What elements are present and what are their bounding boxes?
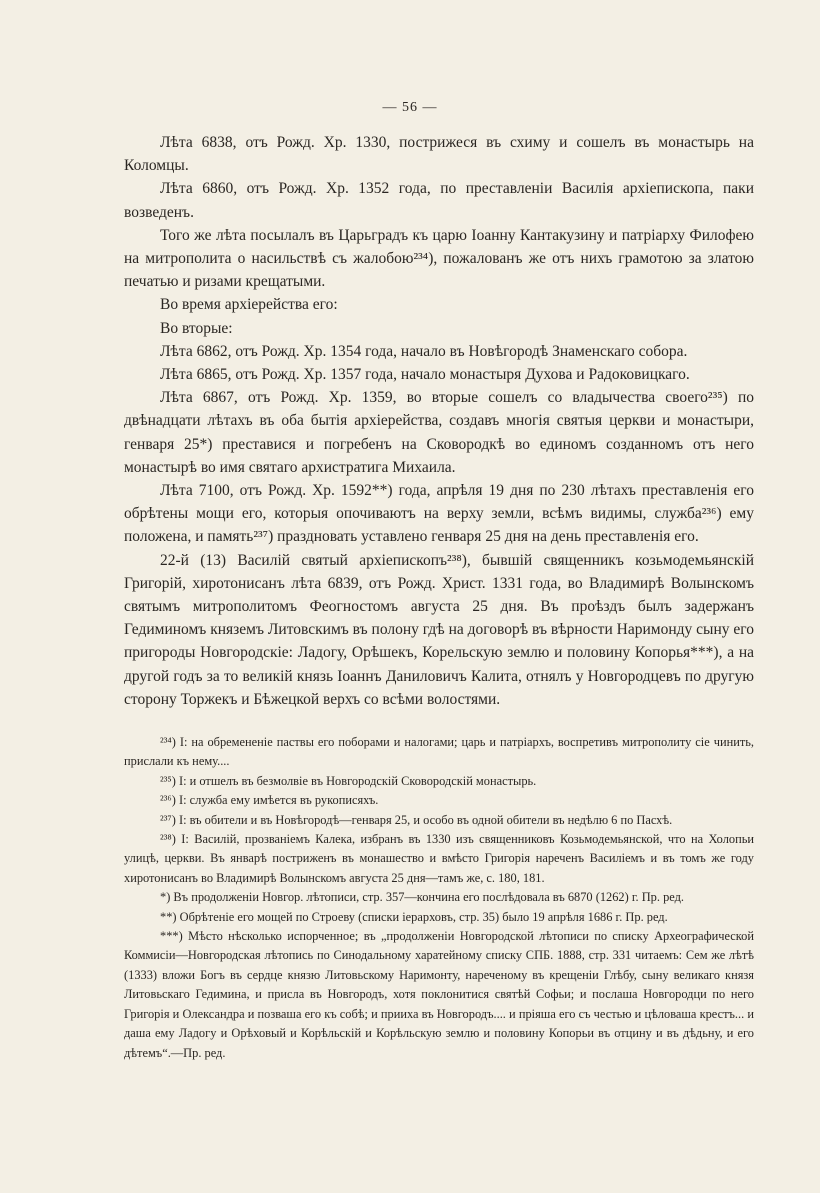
footnote: ²³⁶) I: служба ему имѣется въ рукописяхъ. xyxy=(160,793,379,808)
editor-note: **) Обрѣтеніе его мощей по Строеву (списки іерарховъ, стр. 35) было 19 апрѣля 1686 г. Пр. ред. xyxy=(160,909,668,924)
paragraph: Лѣта 7100, отъ Рожд. Хр. 1592**) года, апрѣля 19 дня по 230 лѣтахъ преставленія его обрѣтены мощи его, которыя опочиваютъ на верху земли, всѣмъ видимы, служба²³⁶) ему положена, и память²³⁷) праздновать уставлено генваря 25 дня на день преставленія его. xyxy=(124,482,754,546)
paragraph: Лѣта 6838, отъ Рожд. Хр. 1330, пострижеся въ схиму и сошелъ въ монастырь на Коломцы. xyxy=(124,134,754,175)
paragraph: Во время архіерейства его: xyxy=(160,296,338,314)
paragraph: 22-й (13) Василій святый архіепископъ²³⁸), бывшій священникъ козьмодемьянскій Григорій, хиротонисанъ лѣта 6839, отъ Рожд. Христ. 1331 года, во Владимирѣ Волынскомъ святымъ митрополитомъ Феогностомъ августа 25 дня. Въ проѣздъ былъ задержанъ Гедиминомъ княземъ Литовскимъ въ полону гдѣ на договорѣ въ вѣрности Наримонду сыну его пригороды Новгородскіе: Ладогу, Орѣшекъ, Корельскую землю и половину Копорья***), а на другой годъ за то великій князь Іоаннъ Даниловичъ Калита, отнялъ у Новгородцевъ по другую сторону Торжекъ и Бѣжецкой верхъ со всѣми волостями. xyxy=(124,551,754,708)
editor-note: *) Въ продолженіи Новгор. лѣтописи, стр. 357—кончина его послѣдовала въ 6870 (1262) г. Пр. ред. xyxy=(160,890,685,905)
page-number: — 56 — xyxy=(382,100,438,115)
footnote: ²³⁸) I: Василій, прозваніемъ Калека, избранъ въ 1330 изъ священниковъ Козьмодемьянской, что на Холопьи улицѣ, церкви. Въ январѣ постриженъ въ монашество и вмѣсто Григорія нареченъ Василіемъ и въ томъ же году хиротонисанъ во Владимирѣ Волынскомъ августа 25 дня—тамъ же, с. 180, 181. xyxy=(124,832,754,885)
paragraph: Того же лѣта посылалъ въ Царьградъ къ царю Іоанну Кантакузину и патріарху Филофею на митрополита о насильствѣ съ жалобою²³⁴), пожалованъ же отъ нихъ грамотою за златою печатью и ризами крещатыми. xyxy=(124,226,754,291)
paragraph: Лѣта 6865, отъ Рожд. Хр. 1357 года, начало монастыря Духова и Радоковицкаго. xyxy=(160,366,690,384)
footnote: ²³⁷) I: въ обители и въ Новѣгородѣ—генваря 25, и особо въ одной обители въ недѣлю 6 по Пасхѣ. xyxy=(160,812,673,827)
footnote: ²³⁵) I: и отшелъ въ безмолвіе въ Новгородскій Сковородскій монастырь. xyxy=(160,773,537,788)
footnote: ²³⁴) I: на обремененіе паствы его поборами и налогами; царь и патріархъ, воспретивъ митрополиту сіе чинить, прислали къ нему.... xyxy=(124,735,754,769)
footnotes xyxy=(124,733,754,1063)
paragraph: Лѣта 6867, отъ Рожд. Хр. 1359, во вторые сошелъ со владычества своего²³⁵) по двѣнадцати лѣтахъ въ оба бытія архіерейства, создавъ многія святыя церкви и монастыри, генваря 25*) преставися и погребенъ на Сковородкѣ во единомъ созданномъ отъ него монастырѣ во имя святаго архистратига Михаила. xyxy=(124,389,754,476)
main-text xyxy=(124,131,754,711)
paragraph: Лѣта 6862, отъ Рожд. Хр. 1354 года, начало въ Новѣгородѣ Знаменскаго собора. xyxy=(160,342,688,360)
paragraph: Лѣта 6860, отъ Рожд. Хр. 1352 года, по преставленіи Василія архіепископа, паки возведенъ. xyxy=(124,180,754,221)
paragraph: Во вторые: xyxy=(160,319,233,337)
editor-note: ***) Мѣсто нѣсколько испорченное; въ „продолженіи Новгородской лѣтописи по списку Археографической Коммисіи—Новгородская лѣтопись по Синодальному харатейному списку СПБ. 1888, стр. 331 читаемъ: Сем же лѣтѣ (1333) вложи Богъ въ сердце князю Литовьскому Наримонту, нареченому въ крещеніи Глѣбу, сыну великаго князя Литовьскаго Гедимина, и присла въ Новгородъ, хотя поклонитися святѣй Софьи; и послаша Новгородци по него Григорія и Олександра и позваша его къ собѣ; и прииха въ Новгородъ.... и пріяша его съ честью и цѣловаша крестъ... и даша ему Ладогу и Орѣховый и Корѣльскій и Корѣльскую землю и половину Копорьи въ отцину и въ дѣдьну, и его дѣтемъ“.—Пр. ред. xyxy=(124,929,754,1060)
